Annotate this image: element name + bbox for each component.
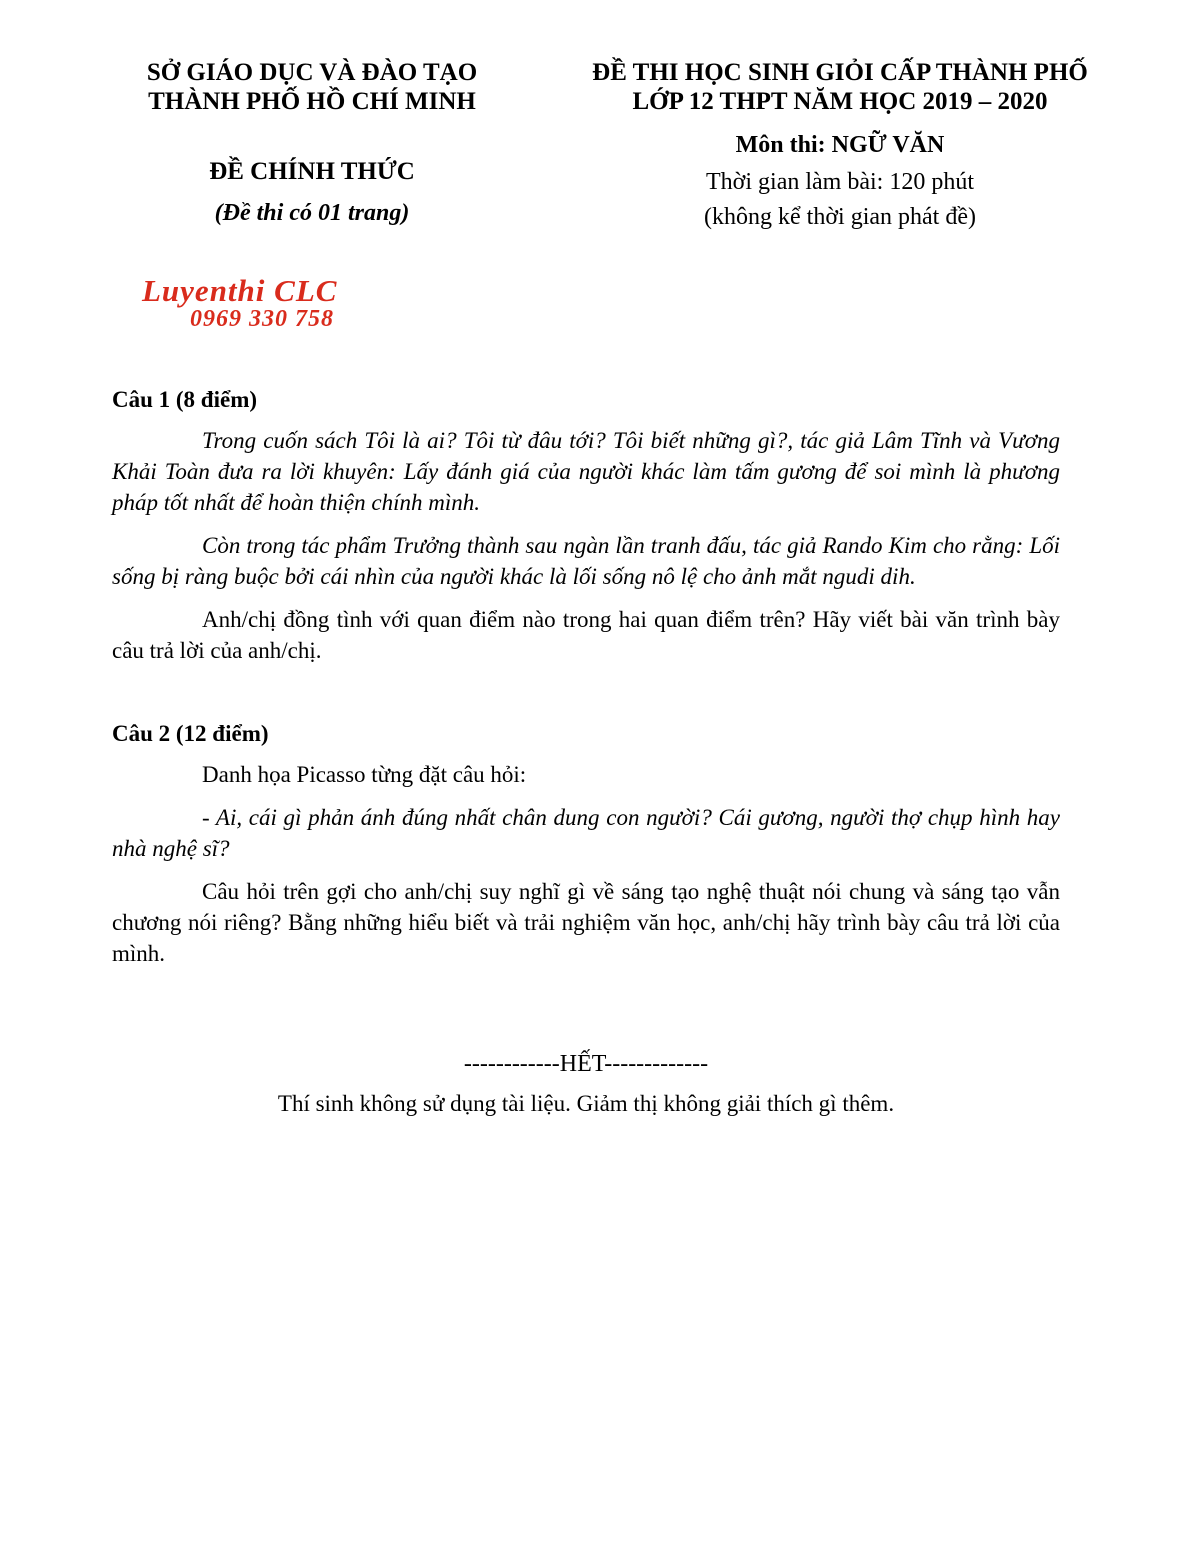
question-1-heading: Câu 1 (8 điểm) (112, 387, 258, 412)
question-1-paragraph-2: Còn trong tác phẩm Trưởng thành sau ngàn lần tranh đấu, tác giả Rando Kim cho rằng: Lối sống bị ràng buộc bởi cái nhìn của người khác là lối sống nô lệ cho ảnh mắt ngudi dih. (112, 533, 1060, 589)
logo-phone: 0969 330 758 (190, 306, 334, 332)
document-footer (112, 1049, 1060, 1119)
end-marker: ------------HẾT------------- (463, 1051, 709, 1077)
logo (142, 275, 382, 332)
page-count-note: (Đề thi có 01 trang) (214, 200, 410, 226)
exam-title-line-1: ĐỀ THI HỌC SINH GIỎI CẤP THÀNH PHỐ (592, 59, 1088, 86)
question-2-heading: Câu 2 (12 điểm) (112, 721, 269, 746)
question-1-paragraph-1: Trong cuốn sách Tôi là ai? Tôi từ đâu tới? Tôi biết những gì?, tác giả Lâm Tĩnh và Vương Khải Toàn đưa ra lời khuyên: Lấy đánh giá của người khác làm tấm gương để soi mình là phương pháp tốt nhất để hoàn thiện chính mình. (112, 428, 1060, 515)
question-2-paragraph-1: Danh họa Picasso từng đặt câu hỏi: (202, 762, 527, 787)
duration-line: Thời gian làm bài: 120 phút (706, 169, 974, 195)
exam-body (112, 384, 1060, 969)
subject-line: Môn thi: NGỮ VĂN (735, 132, 945, 158)
official-exam-label: ĐỀ CHÍNH THỨC (209, 158, 415, 185)
issuing-authority-block (112, 58, 512, 231)
question-1-paragraph-3: Anh/chị đồng tình với quan điểm nào trong hai quan điểm trên? Hãy viết bài văn trình bày câu trả lời của anh/chị. (112, 607, 1060, 663)
question-2-paragraph-2: - Ai, cái gì phản ánh đúng nhất chân dung con người? Cái gương, người thợ chụp hình hay nhà nghệ sĩ? (112, 805, 1060, 861)
document-header (112, 58, 1090, 231)
question-2-paragraph-3: Câu hỏi trên gợi cho anh/chị suy nghĩ gì về sáng tạo nghệ thuật nói chung và sáng tạo vẫn chương nói riêng? Bằng những hiểu biết và trải nghiệm văn học, anh/chị hãy trình bày câu trả lời của mình. (112, 879, 1060, 966)
authority-line-2: THÀNH PHỐ HỒ CHÍ MINH (148, 88, 476, 115)
duration-note: (không kể thời gian phát đề) (704, 204, 976, 230)
exam-title-line-2: LỚP 12 THPT NĂM HỌC 2019 – 2020 (632, 88, 1048, 115)
footer-note: Thí sinh không sử dụng tài liệu. Giảm thị không giải thích gì thêm. (277, 1091, 895, 1116)
authority-line-1: SỞ GIÁO DỤC VÀ ĐÀO TẠO (146, 59, 478, 86)
logo-text: Luyenthi CLC (142, 273, 338, 308)
exam-title-block (590, 58, 1090, 231)
